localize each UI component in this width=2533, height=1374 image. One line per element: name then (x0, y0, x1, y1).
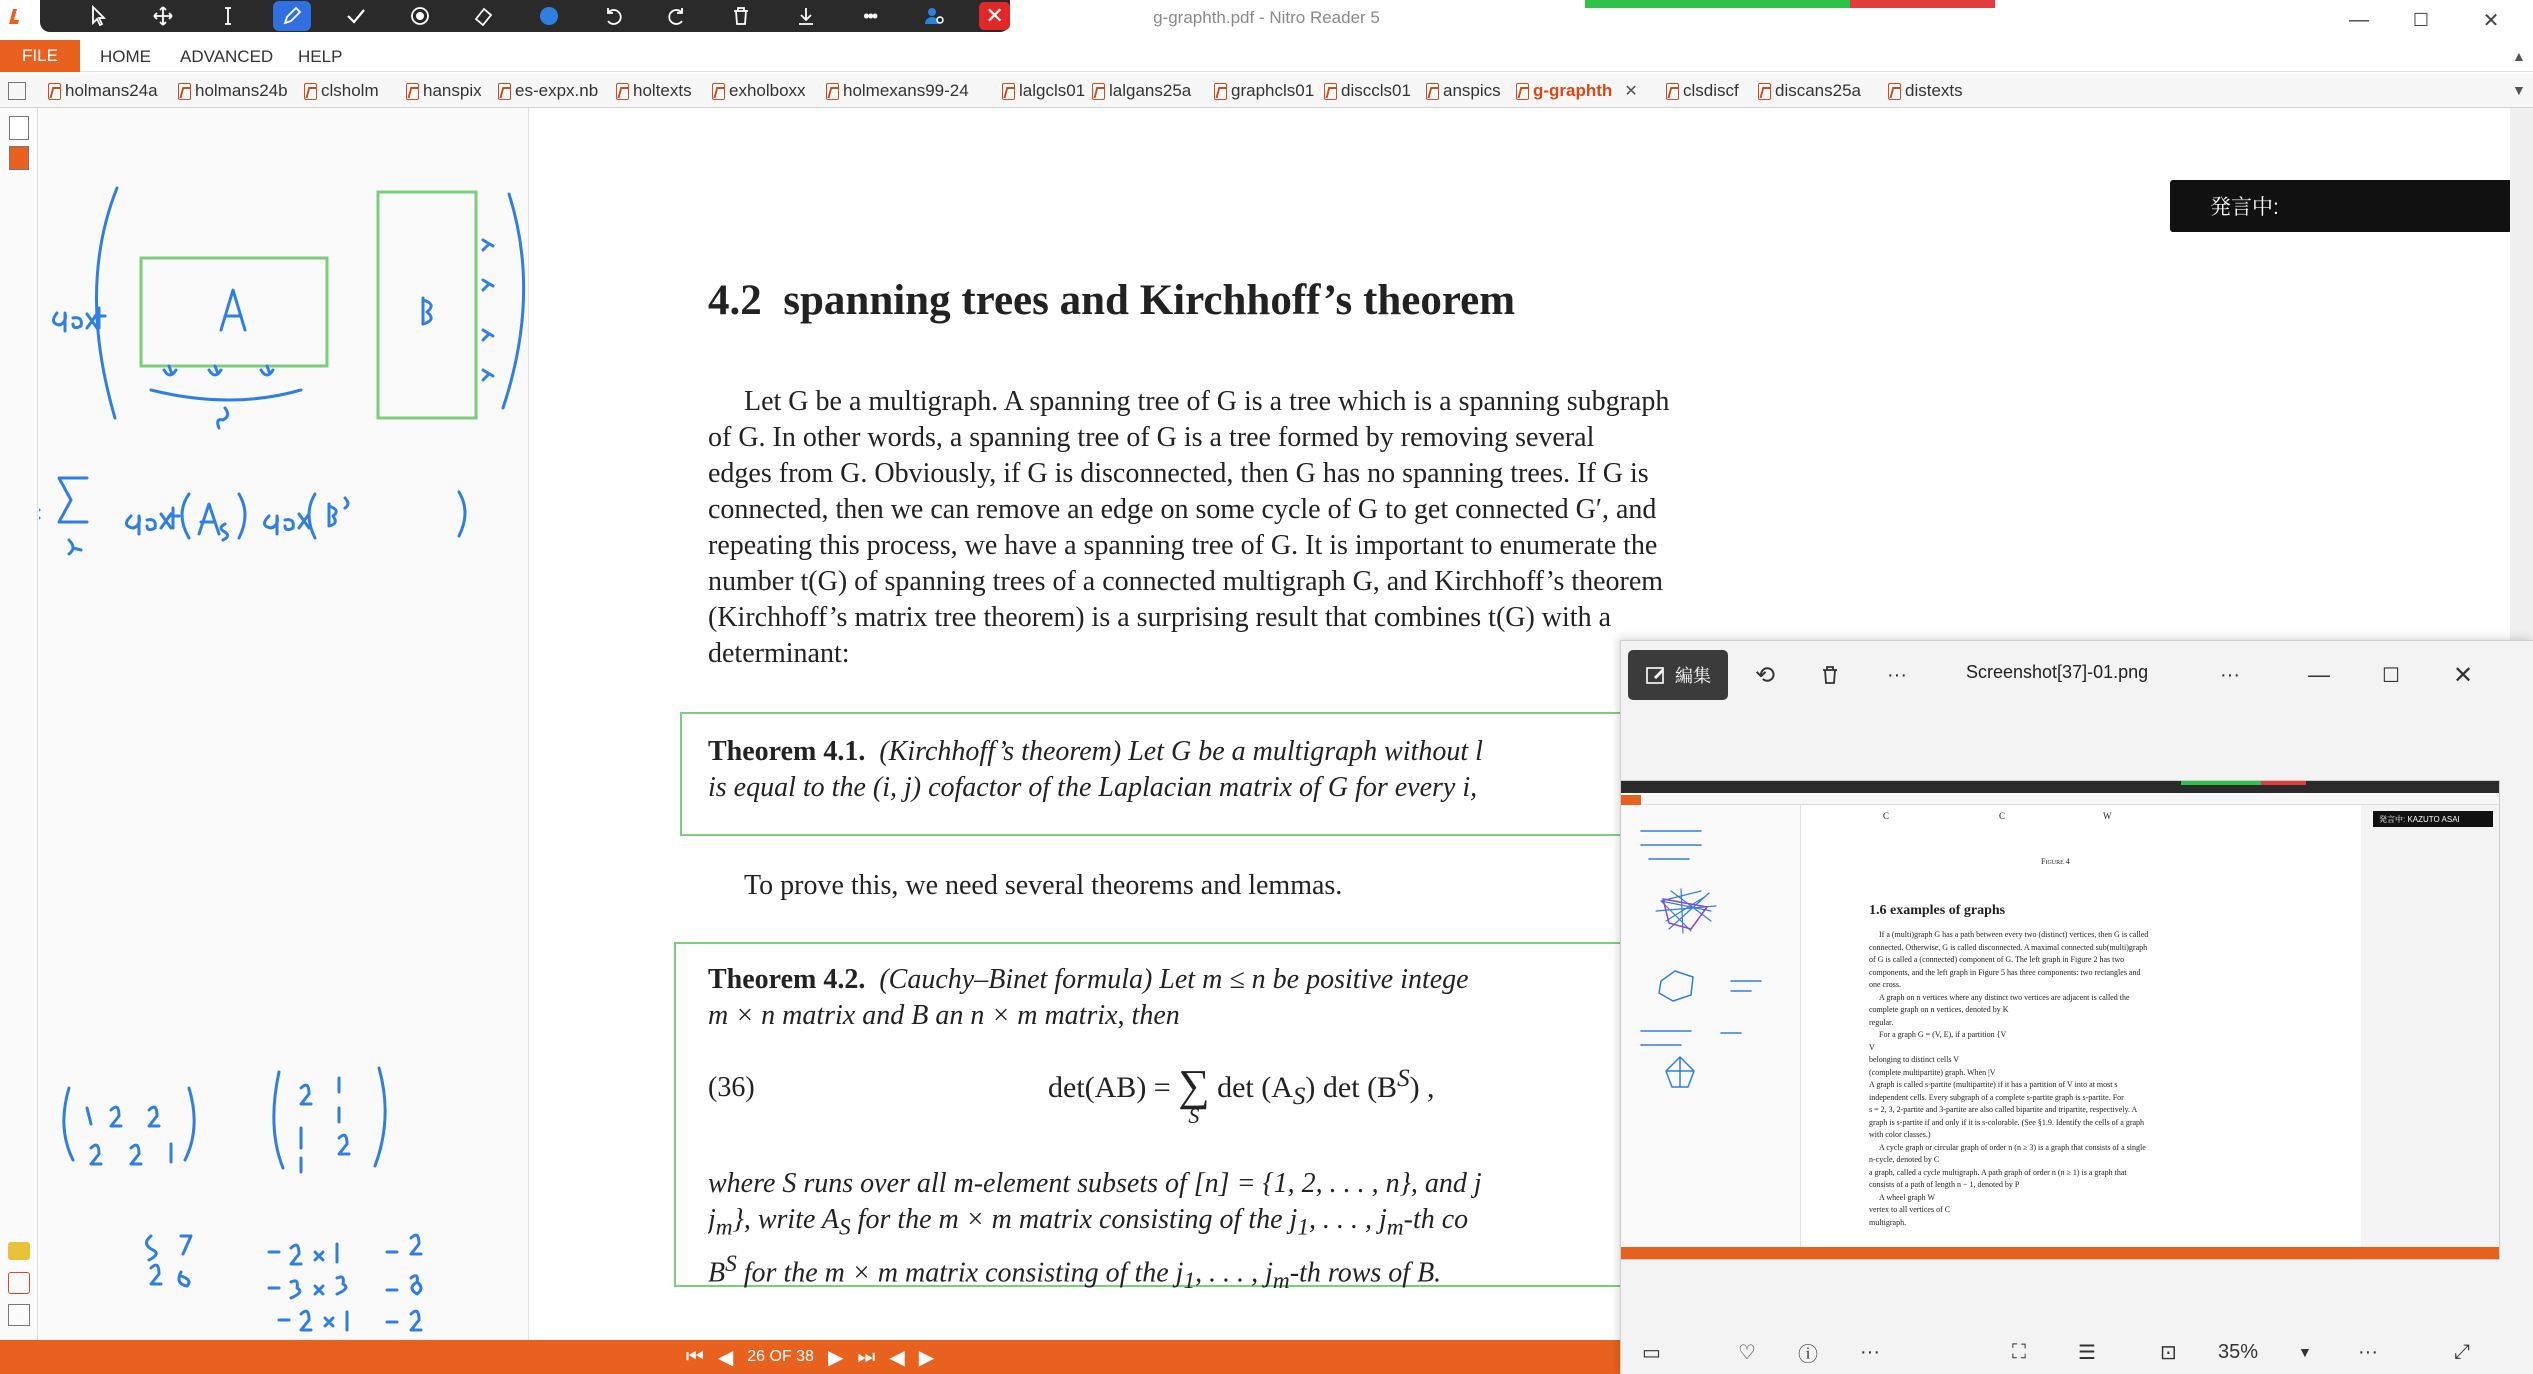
mini-body-line: independent cells. Every subgraph of a complete s-partite graph is s-partite. For (1869, 1092, 2124, 1102)
tab-label: holmans24a (65, 81, 158, 100)
mini-body-line: For a graph G = (V, E), if a partition {V (1879, 1030, 2007, 1039)
mini-body (1869, 929, 2289, 1229)
pdf-file-icon (1092, 83, 1105, 100)
undo-icon[interactable] (594, 1, 632, 31)
close-tab-icon[interactable]: ✕ (1624, 83, 1638, 100)
para-line: of G. In other words, a spanning tree of G is a tree formed by removing several (708, 422, 1595, 453)
mini-body-line: belonging to distinct cells V (1869, 1055, 1960, 1064)
where-line: $B^S$ for the m × m matrix consisting of the $j_1$, . . . , $j_m-th$ rows of B. (708, 1250, 1442, 1294)
tab-label: disccls01 (1341, 81, 1411, 100)
eq-rhs3: ) , (1409, 1070, 1435, 1104)
tab-anspics[interactable] (1426, 74, 1501, 108)
tab-label: clsdiscf (1683, 81, 1739, 100)
favorite-icon[interactable]: ♡ (1738, 1341, 1756, 1364)
mini-speaking: 発言中: KAZUTO ASAI (2373, 811, 2493, 827)
maximize-photo-button[interactable]: ☐ (2382, 664, 2400, 687)
edit-label: 編集 (1675, 666, 1711, 686)
layers-icon[interactable] (8, 1304, 30, 1326)
more-options-icon[interactable]: ··· (1887, 663, 1907, 686)
heading-number: 4.2 (708, 277, 762, 324)
tab-clsdiscf[interactable] (1666, 74, 1739, 108)
mini-body-line: vertex to all vertices of C (1869, 1205, 1951, 1214)
toolbar-edge (4, 0, 40, 4)
mini-body-line: A graph on n vertices where any distinct two vertices are adjacent is called the (1879, 992, 2130, 1002)
tab-clsholm[interactable] (304, 74, 379, 108)
eq-lhs: det(AB) = (1048, 1070, 1171, 1104)
para-line: Let G be a multigraph. A spanning tree of G is a tree which is a spanning subgraph (744, 386, 1670, 417)
tab-overflow-icon[interactable]: ▼ (2512, 82, 2526, 98)
menu-home[interactable]: HOME (100, 47, 151, 66)
pdf-file-icon (1758, 83, 1771, 100)
menu-file[interactable]: FILE (0, 40, 80, 72)
rotate-icon[interactable]: ⟲ (1754, 661, 1776, 689)
mini-progress-green (2181, 781, 2261, 785)
more-options-icon-2[interactable]: ··· (2220, 663, 2240, 686)
tab-holtexts[interactable] (616, 74, 692, 108)
user-settings-icon[interactable] (915, 1, 953, 31)
para-line: edges from G. Obviously, if G is disconnected, then G has no spanning trees. If G is (708, 458, 1649, 489)
speaking-indicator: 発言中: (2170, 180, 2512, 232)
collapse-ribbon-icon[interactable]: ▲ (2512, 48, 2526, 64)
minimize-button[interactable]: — (2349, 8, 2369, 31)
tab-graphcls01[interactable] (1214, 74, 1314, 108)
sum-subscript: S (1188, 1103, 1200, 1128)
theorem-text: (Cauchy–Binet formula) Let m ≤ n be positive intege (879, 964, 1469, 995)
theorem-text: is equal to the (i, j) cofactor of the Laplacian matrix of G for every i, (708, 772, 1478, 803)
mini-file-menu (1621, 795, 1641, 805)
heading-text: spanning trees and Kirchhoff’s theorem (783, 277, 1516, 324)
tab-holmexans99-24[interactable] (826, 74, 969, 108)
tab-label: holmans24b (195, 81, 288, 100)
edit-icon (1645, 664, 1667, 686)
zoom-level[interactable]: 35% (2218, 1340, 2259, 1363)
mini-body-line: A graph is called s-partite (multipartite) if it has a partition of V into at most s (1869, 1080, 2118, 1089)
fit-icon[interactable]: ⊡ (2160, 1341, 2177, 1364)
tab-disccls01[interactable] (1324, 74, 1411, 108)
para-line: connected, then we can remove an edge on some cycle of G to get connected G′, and (708, 494, 1657, 525)
cauchy-binet-equation (1048, 1060, 1435, 1128)
body-paragraph (708, 384, 1830, 672)
tab-label: anspics (1443, 81, 1501, 100)
where-line: where S runs over all m-element subsets of [n] = {1, 2, . . . , n}, and j (708, 1168, 1482, 1199)
pdf-file-icon (1888, 83, 1901, 100)
theorem-text: m × n matrix and B an n × m matrix, then (708, 1000, 1180, 1031)
mini-body-line: A wheel graph W (1879, 1192, 1936, 1202)
page-navigation-bar (0, 1340, 1620, 1374)
pdf-file-icon (1426, 83, 1439, 100)
mini-body-line: V (1869, 1042, 1875, 1052)
tab-label: g-graphth (1533, 81, 1613, 100)
attachments-icon[interactable] (8, 1272, 30, 1294)
trash-icon[interactable] (722, 1, 760, 31)
pdf-file-icon (304, 83, 317, 100)
text-cursor-icon[interactable] (208, 1, 246, 31)
eraser-icon[interactable] (465, 1, 503, 31)
next-page-icon[interactable]: ▶ (827, 1346, 844, 1369)
tab-label: exholboxx (729, 81, 806, 100)
page-indicator[interactable]: 26 OF 38 (747, 1348, 814, 1365)
mini-body-line: multigraph. (1869, 1217, 1907, 1227)
app-logo-icon (4, 6, 26, 28)
pdf-file-icon (826, 83, 839, 100)
tab-label: lalgans25a (1109, 81, 1192, 100)
tab-label: distexts (1905, 81, 1963, 100)
zoom-dropdown-icon[interactable]: ▼ (2298, 1344, 2312, 1360)
mini-body-line: with color classes.) (1869, 1130, 1931, 1139)
mini-body-line: graph is s-partite if and only if it is s-colorable. (See §1.9. Identify the cells of a graph (1869, 1117, 2145, 1127)
mini-right (2361, 805, 2500, 1260)
expand-icon[interactable]: ⤢ (2454, 1340, 2470, 1363)
mini-body-line: regular. (1869, 1017, 1894, 1027)
menu-bar (0, 40, 2533, 72)
where-line: $j_m$}, write $A_S$ for the m × m matrix consisting of the $j_1$, . . . , $j_m-th$ co (708, 1204, 1469, 1241)
info-icon[interactable]: ⓘ (1798, 1343, 1818, 1366)
eq-rhs: det (A (1217, 1070, 1293, 1104)
photo-image[interactable] (1620, 780, 2500, 1260)
more-bottom-icon[interactable]: ··· (1860, 1340, 1880, 1363)
tab-label: lalgcls01 (1019, 81, 1086, 100)
mini-c5: C (1999, 811, 2006, 821)
select-arrow-icon[interactable] (80, 1, 118, 31)
mini-body-line: n-cycle, denoted by C (1869, 1155, 1940, 1164)
pdf-file-icon (498, 83, 511, 100)
check-icon[interactable] (337, 1, 375, 31)
mini-body-line: of G is called a (connected) component of G. The left graph in Figure 2 has two (1869, 955, 2125, 964)
tab-lalgans25a[interactable] (1092, 74, 1191, 108)
mini-bottom-bar (1621, 1247, 2500, 1260)
eq-sup: S (1397, 1064, 1410, 1092)
theorem-text: (Kirchhoff’s theorem) Let G be a multigraph without l (879, 736, 1483, 767)
eq-sub: S (1292, 1082, 1306, 1110)
tab-label: holmexans99-24 (843, 81, 969, 100)
tab-label: holtexts (633, 81, 692, 100)
last-page-icon[interactable]: ⏭ (857, 1345, 876, 1368)
tab-g-graphth[interactable] (1516, 74, 1638, 108)
tab-label: graphcls01 (1231, 81, 1315, 100)
text-recognize-icon[interactable]: ☰ (2078, 1341, 2096, 1364)
tab-es-expx-nb[interactable] (498, 74, 598, 108)
theorem-label: Theorem 4.2. (708, 964, 866, 995)
para-line: determinant: (708, 638, 850, 669)
left-rail (0, 108, 38, 1340)
tab-label: clsholm (321, 81, 379, 100)
tab-holmans24a[interactable] (48, 74, 158, 108)
crop-icon[interactable]: ⛶ (2012, 1340, 2026, 1363)
more-bottom-icon-2[interactable]: ··· (2358, 1340, 2378, 1363)
mini-body-line: A cycle graph or circular graph of order n (n ≥ 3) is a graph that consists of a single (1879, 1142, 2146, 1152)
tab-list-icon[interactable] (8, 82, 26, 100)
delete-icon[interactable] (1805, 650, 1855, 700)
bookmark-icon[interactable] (9, 146, 29, 170)
close-window-button[interactable]: ✕ (2482, 9, 2500, 32)
mini-w6: W (2103, 811, 2112, 821)
prove-sentence: To prove this, we need several theorems and lemmas. (744, 870, 1343, 901)
prev-page-icon[interactable]: ◀ (717, 1346, 734, 1369)
eq-rhs2: ) det (B (1305, 1070, 1398, 1104)
mini-body-line: a graph, called a cycle multigraph. A path graph of order n (n ≥ 1) is a graph that (1869, 1167, 2127, 1177)
tab-discans25a[interactable] (1758, 74, 1861, 108)
mini-handwriting (1621, 811, 1801, 1111)
photo-file-name: Screenshot[37]-01.png (1966, 662, 2149, 682)
minimize-photo-button[interactable]: — (2308, 662, 2330, 687)
mini-body-line: one cross. (1869, 980, 1901, 989)
color-picker-icon[interactable] (530, 1, 568, 31)
pdf-file-icon (1214, 83, 1227, 100)
menu-advanced[interactable]: ADVANCED (180, 47, 274, 66)
tab-lalgcls01[interactable] (1002, 74, 1085, 108)
mini-progress-red (2261, 781, 2306, 785)
first-page-icon[interactable]: ⏮ (685, 1345, 704, 1368)
mini-toolbar (1621, 781, 2500, 793)
menu-help[interactable]: HELP (298, 47, 343, 66)
pdf-file-icon (178, 83, 191, 100)
pdf-file-icon (1516, 83, 1529, 100)
move-icon[interactable] (144, 1, 182, 31)
back-view-icon[interactable]: ◀ (889, 1346, 905, 1369)
mini-tabs (1621, 795, 2500, 805)
tab-hanspix[interactable] (406, 74, 482, 108)
more-icon[interactable]: ••• (863, 5, 877, 26)
redo-icon[interactable] (658, 1, 696, 31)
maximize-button[interactable]: ☐ (2412, 9, 2430, 30)
pdf-file-icon (712, 83, 725, 100)
mini-body-line: connected. Otherwise, G is called disconnected. A maximal connected sub(multi)graph (1869, 942, 2148, 952)
window-title: g-graphth.pdf - Nitro Reader 5 (1153, 8, 1380, 27)
mini-figure: Figure 4 (2041, 857, 2070, 866)
mini-body-line: (complete multipartite) graph. When |V (1869, 1067, 1996, 1077)
tab-label: hanspix (423, 81, 482, 100)
mini-body-line: If a (multi)graph G has a path between every two (distinct) vertices, then G is called (1879, 930, 2149, 939)
filmstrip-icon[interactable]: ▭ (1642, 1341, 1661, 1364)
mini-body-line: consists of a path of length n − 1, denoted by P (1869, 1180, 2020, 1189)
para-line: number t(G) of spanning trees of a connected multigraph G, and Kirchhoff’s theorem (708, 566, 1664, 597)
stamp-icon[interactable] (401, 1, 439, 31)
tab-label: discans25a (1775, 81, 1862, 100)
mini-body-line: s = 2, 3, 2-partite and 3-partite are also called bipartite and tripartite, respectively. A (1869, 1105, 2138, 1114)
tab-exholboxx[interactable] (712, 74, 806, 108)
close-photo-button[interactable]: ✕ (2452, 661, 2474, 689)
close-toolbar-button[interactable]: ✕ (979, 2, 1010, 30)
pdf-file-icon (406, 83, 419, 100)
mini-body-line: components, and the left graph in Figure 5 has three components: two rectangles and (1869, 967, 2141, 977)
mini-c4: C (1883, 811, 1890, 821)
section-heading (708, 276, 1515, 325)
pdf-file-icon (1002, 83, 1015, 100)
download-icon[interactable] (786, 1, 824, 31)
pen-icon[interactable] (273, 1, 311, 31)
pdf-file-icon (1666, 83, 1679, 100)
para-line: repeating this process, we have a spanning tree of G. It is important to enumerate the (708, 530, 1658, 561)
annotation-toolbar (40, 0, 1010, 32)
pdf-file-icon (48, 83, 61, 100)
pages-icon[interactable] (9, 116, 29, 140)
progress-red (1850, 0, 1995, 8)
tab-holmans24b[interactable] (178, 74, 288, 108)
theorem-label: Theorem 4.1. (708, 736, 866, 767)
comments-icon[interactable] (8, 1242, 30, 1260)
forward-view-icon[interactable]: ▶ (918, 1346, 935, 1369)
mini-body-line: complete graph on n vertices, denoted by K (1869, 1005, 2009, 1014)
photo-bottom-toolbar (1620, 1330, 2533, 1374)
para-line: (Kirchhoff’s matrix tree theorem) is a surprising result that combines t(G) with a (708, 602, 1612, 633)
mini-heading: 1.6 examples of graphs (1869, 903, 2006, 918)
equation-number: (36) (708, 1072, 755, 1103)
progress-green (1585, 0, 1850, 8)
tab-label: es-expx.nb (515, 81, 599, 100)
tab-distexts[interactable] (1888, 74, 1963, 108)
sum-symbol: ∑ (1178, 1061, 1210, 1110)
handwriting-drawing (39, 108, 529, 1340)
pdf-file-icon (616, 83, 629, 100)
edit-button[interactable] (1628, 650, 1728, 700)
pdf-file-icon (1324, 83, 1337, 100)
handwritten-notes-pane[interactable] (39, 108, 529, 1340)
